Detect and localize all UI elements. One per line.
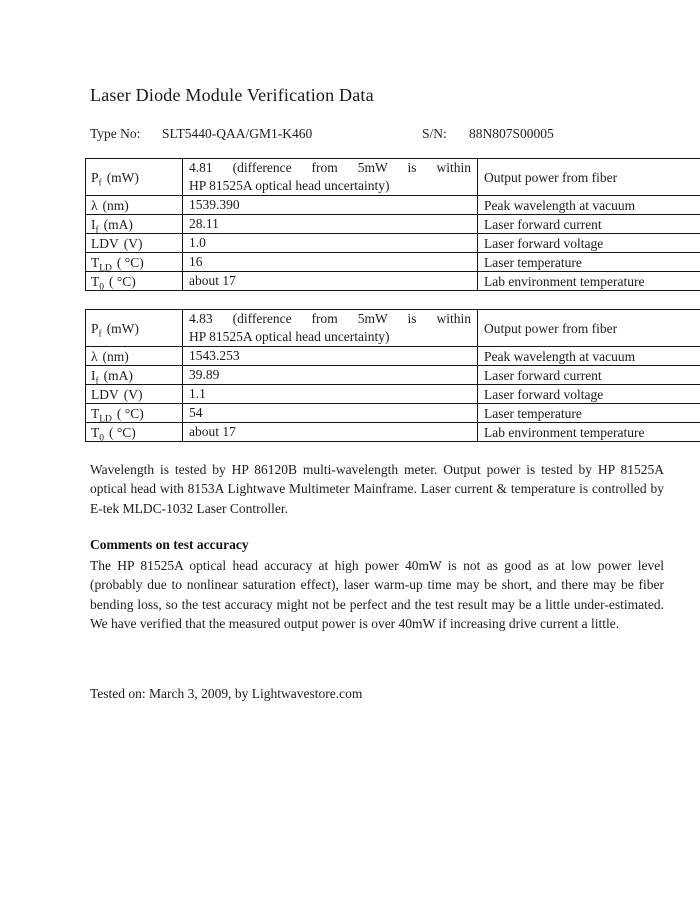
document-title: Laser Diode Module Verification Data <box>90 85 374 105</box>
param-label: λ (nm) <box>86 347 183 366</box>
comments-body: The HP 81525A optical head accuracy at high power 40mW is not as good as at low power level (probably due to nonlinear saturation effect), laser warm-up time may be short, and there may be fiber bending loss, so the test accuracy might not be perfect and the test result may be a little under-estimated. We have verified that the measured output power is over 40mW if increasing drive current a little. <box>90 558 664 632</box>
param-description: Laser temperature <box>478 404 700 423</box>
table-row <box>86 347 700 366</box>
table-row <box>86 310 700 347</box>
type-serial-line <box>90 126 670 144</box>
param-label: $T_{LD}$ ( °C) <box>86 404 183 423</box>
value-line: 4.81 (difference from 5mW is within <box>189 160 471 175</box>
param-value <box>183 404 478 423</box>
param-description: Peak wavelength at vacuum <box>478 196 700 215</box>
value-line: 28.11 <box>189 216 219 231</box>
table-row <box>86 159 700 196</box>
value-line: HP 81525A optical head uncertainty) <box>189 329 390 344</box>
table-row <box>86 196 700 215</box>
value-line: 39.89 <box>189 367 220 382</box>
param-value <box>183 272 478 291</box>
serial-value: 88N807S00005 <box>469 126 554 141</box>
param-description: Output power from fiber <box>478 310 700 347</box>
param-description: Peak wavelength at vacuum <box>478 347 700 366</box>
param-value <box>183 310 478 347</box>
param-description: Lab environment temperature <box>478 272 700 291</box>
table-row <box>86 215 700 234</box>
table-row <box>86 366 700 385</box>
param-description: Lab environment temperature <box>478 423 700 442</box>
tested-on-line: Tested on: March 3, 2009, by Lightwavestore.com <box>90 686 363 701</box>
value-line: 16 <box>189 254 203 269</box>
param-label: $T_0$ ( °C) <box>86 423 183 442</box>
param-value <box>183 253 478 272</box>
param-value <box>183 159 478 196</box>
param-description: Laser forward current <box>478 366 700 385</box>
param-description: Output power from fiber <box>478 159 700 196</box>
table-row <box>86 404 700 423</box>
type-no-label: Type No: <box>90 126 141 141</box>
table-row <box>86 385 700 404</box>
value-line: 4.83 (difference from 5mW is within <box>189 311 471 326</box>
param-label: λ (nm) <box>86 196 183 215</box>
param-value <box>183 347 478 366</box>
equipment-note: Wavelength is tested by HP 86120B multi-wavelength meter. Output power is tested by HP 81525A optical head with 8153A Lightwave Multimeter Mainframe. Laser current & temperature is controlled by E-tek MLDC-1032 Laser Controller. <box>90 462 664 516</box>
verification-table-2 <box>85 309 700 442</box>
param-value <box>183 385 478 404</box>
comments-heading: Comments on test accuracy <box>90 537 249 552</box>
table-row <box>86 272 700 291</box>
type-no-value: SLT5440-QAA/GM1-K460 <box>162 126 313 141</box>
value-line: HP 81525A optical head uncertainty) <box>189 178 390 193</box>
value-line: 1.0 <box>189 235 206 250</box>
serial-label: S/N: <box>422 126 447 141</box>
param-label: $P_f$ (mW) <box>86 310 183 347</box>
param-label: LDV (V) <box>86 385 183 404</box>
param-value <box>183 215 478 234</box>
value-line: 1543.253 <box>189 348 240 363</box>
value-line: 1.1 <box>189 386 206 401</box>
param-description: Laser forward voltage <box>478 234 700 253</box>
value-line: about 17 <box>189 424 236 439</box>
table-row <box>86 234 700 253</box>
param-label: $I_f$ (mA) <box>86 366 183 385</box>
param-label: $T_0$ ( °C) <box>86 272 183 291</box>
param-value <box>183 234 478 253</box>
param-label: $I_f$ (mA) <box>86 215 183 234</box>
param-description: Laser forward voltage <box>478 385 700 404</box>
param-description: Laser forward current <box>478 215 700 234</box>
verification-table-1 <box>85 158 700 291</box>
param-value <box>183 196 478 215</box>
value-line: about 17 <box>189 273 236 288</box>
param-value <box>183 366 478 385</box>
table-row <box>86 253 700 272</box>
param-description: Laser temperature <box>478 253 700 272</box>
param-label: LDV (V) <box>86 234 183 253</box>
table-row <box>86 423 700 442</box>
param-label: $T_{LD}$ ( °C) <box>86 253 183 272</box>
param-value <box>183 423 478 442</box>
value-line: 1539.390 <box>189 197 240 212</box>
param-label: $P_f$ (mW) <box>86 159 183 196</box>
value-line: 54 <box>189 405 203 420</box>
